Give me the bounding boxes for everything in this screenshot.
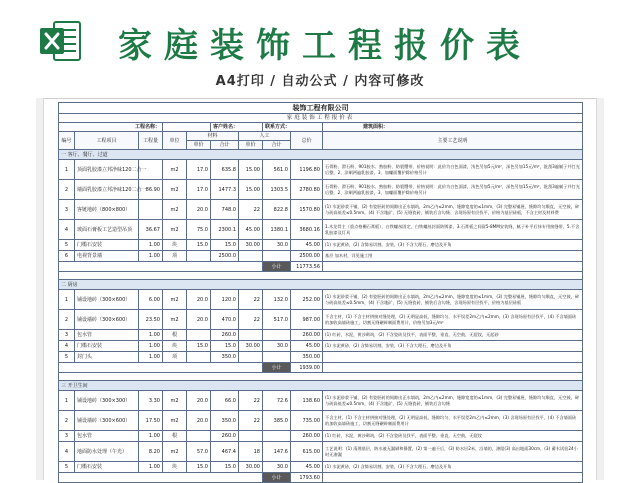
process-description-cell[interactable]: (1) 水泥砂浆干铺，(2) 有瓷胚砖的间隙出正水填筑，2m乙内≤2mm，缝隙宽度的≤1mm，(3) 完整易铺展，缝隙均匀顺直，无空鼓，碎与砖高低差≤0.5mm，(4) 不含地矿，(5) 无缝瓷砖，铺装后含勾缝 — [323, 391, 583, 411]
row-number[interactable]: 5 — [59, 462, 75, 473]
header-material: 材料 — [187, 132, 239, 141]
material-total-cell[interactable]: 350.0 — [211, 352, 239, 363]
quantity-cell[interactable]: 1.00 — [139, 462, 163, 473]
section-header-row — [59, 150, 583, 160]
page-subtitle: A4打印 / 自动公式 / 内容可修改 — [215, 74, 425, 89]
table-row — [59, 290, 583, 310]
labor-total-cell[interactable]: 30.0 — [263, 341, 291, 352]
labor-total-cell[interactable]: 822.8 — [263, 200, 291, 220]
quantity-cell[interactable]: 3.30 — [139, 391, 163, 411]
labor-unit-price-cell[interactable]: 22 — [239, 200, 263, 220]
unit-cell[interactable]: m2 — [163, 290, 187, 310]
section-spacer — [59, 272, 583, 280]
labor-total-cell[interactable]: 517.0 — [263, 310, 291, 330]
area-label: 建筑面积： — [323, 123, 583, 132]
unit-cell[interactable]: 项 — [163, 352, 187, 363]
item-name[interactable]: 包水管 — [75, 431, 139, 442]
process-description-cell[interactable]: 石膏粉、滑石粉、901胶水、熟胶粉、防裂绷带，价格说明：此价为白色面漆，浅色另加5元/m²，深色另加15元/m²，批刮3遍腻子并打光后整，2、涂刷两遍乳胶漆，3、加螺面覆护除价格另计 — [323, 180, 583, 200]
subtotal-row — [59, 473, 583, 483]
section-title: 二 厨房 — [59, 280, 583, 290]
labor-total-cell[interactable]: 30.0 — [263, 462, 291, 473]
material-unit-price-cell[interactable]: 75.0 — [187, 220, 211, 240]
section-title: 一 客厅、餐厅、过道 — [59, 150, 583, 160]
header-labor-total: 合计 — [263, 141, 291, 150]
table-row — [59, 352, 583, 363]
unit-cell[interactable]: 根 — [163, 431, 187, 442]
process-description-cell[interactable]: (1) 水泥黄砂，(2) 含简易切割，安装，(3) 不含大理石，磨边及开角 — [323, 341, 583, 352]
labor-total-cell[interactable]: 561.0 — [263, 160, 291, 180]
total-price-cell[interactable]: 252.00 — [291, 290, 323, 310]
header-qty: 工程量 — [139, 132, 163, 150]
quantity-cell[interactable]: 1.00 — [139, 341, 163, 352]
quantity-cell[interactable]: 17.50 — [139, 411, 163, 431]
header-labor-unit-price: 单价 — [239, 141, 263, 150]
process-description-cell[interactable]: (1) 红砖，水泥，黄沙砌筑，(2) 不含瓷砖及找平，表面平整，垂直，无空鼓，无裂纹 — [323, 431, 583, 442]
table-row — [59, 310, 583, 330]
header-desc: 主要工艺说明 — [323, 132, 583, 150]
material-total-cell[interactable]: 1477.3 — [211, 180, 239, 200]
item-name[interactable]: 铺设墙砖（300×600） — [75, 411, 139, 431]
table-row — [59, 180, 583, 200]
process-description-cell[interactable]: 工艺说明：(1) 清理基层，防水液无漏刷和静置，(2) 第一遍干后，(3) 防水层2米，沿墙的，渗阻(3) 高出地面30cm，(3) 蓄水试验24小时无渗漏 — [323, 442, 583, 462]
total-price-cell[interactable]: 2500.00 — [291, 251, 323, 262]
unit-cell[interactable]: m2 — [163, 391, 187, 411]
total-price-cell[interactable]: 1196.80 — [291, 160, 323, 180]
labor-unit-price-cell[interactable]: 15.00 — [239, 180, 263, 200]
unit-cell[interactable]: 块 — [163, 462, 187, 473]
project-name-label: 工程名称： — [59, 123, 163, 132]
process-description-cell[interactable]: 石膏粉、滑石粉、901胶水、熟胶粉、防裂绷带，价格说明：此价为白色面漆，浅色另加5元/m²，深色另加15元/m²，批刮3遍腻子并打光后整，2、涂刷两遍乳胶漆，3、加螺面覆护除价格另计 — [323, 160, 583, 180]
project-name-field[interactable] — [163, 123, 211, 132]
labor-unit-price-cell[interactable] — [239, 431, 263, 442]
header-unit: 单位 — [163, 132, 187, 150]
subtotal-spacer — [59, 262, 263, 272]
row-number[interactable]: 3 — [59, 200, 75, 220]
subtotal-spacer — [59, 473, 263, 483]
quantity-cell[interactable]: 86.90 — [139, 180, 163, 200]
total-price-cell[interactable]: 735.00 — [291, 411, 323, 431]
quantity-cell[interactable]: 23.50 — [139, 310, 163, 330]
total-price-cell[interactable]: 260.00 — [291, 431, 323, 442]
total-price-cell[interactable]: 138.60 — [291, 391, 323, 411]
material-unit-price-cell[interactable]: 17.0 — [187, 160, 211, 180]
spacer-cell — [59, 373, 583, 381]
labor-total-cell[interactable]: 72.6 — [263, 391, 291, 411]
quantity-cell[interactable]: 1.00 — [139, 240, 163, 251]
labor-total-cell[interactable]: 147.6 — [263, 442, 291, 462]
row-number[interactable]: 1 — [59, 290, 75, 310]
material-unit-price-cell[interactable]: 15.0 — [187, 341, 211, 352]
material-total-cell[interactable]: 467.4 — [211, 442, 239, 462]
labor-unit-price-cell[interactable]: 30.00 — [239, 240, 263, 251]
row-number[interactable]: 4 — [59, 442, 75, 462]
table-row — [59, 160, 583, 180]
page-margin-right — [596, 98, 604, 480]
row-number[interactable]: 3 — [59, 431, 75, 442]
section-header-row — [59, 381, 583, 391]
row-number[interactable]: 3 — [59, 330, 75, 341]
client-name-label: 客户姓名： — [211, 123, 263, 132]
total-price-cell[interactable]: 1570.80 — [291, 200, 323, 220]
quantity-cell[interactable]: 8.20 — [139, 442, 163, 462]
material-total-cell[interactable]: 66.0 — [211, 391, 239, 411]
header-material-total: 合计 — [211, 141, 239, 150]
labor-total-cell[interactable]: 385.0 — [263, 411, 291, 431]
labor-total-cell[interactable] — [263, 251, 291, 262]
material-unit-price-cell[interactable]: 57.0 — [187, 442, 211, 462]
labor-unit-price-cell[interactable]: 18 — [239, 442, 263, 462]
material-total-cell[interactable]: 15.0 — [211, 240, 239, 251]
total-price-cell[interactable]: 615.00 — [291, 442, 323, 462]
item-name[interactable]: 门槛石安装 — [75, 341, 139, 352]
row-number[interactable]: 1 — [59, 391, 75, 411]
subtotal-note — [323, 473, 583, 483]
header-labor: 人工 — [239, 132, 291, 141]
material-unit-price-cell[interactable]: 20.0 — [187, 411, 211, 431]
table-row — [59, 462, 583, 473]
material-total-cell[interactable]: 15.0 — [211, 462, 239, 473]
process-description-cell[interactable]: 不含主材，(1) 不含主材拼接对缝处理，(2) 无明显高低，缝隙均匀，水平误差2m乙内≤2mm，(3) 含现场原有层找平，(4) 不含墙面砖的加收高墙砖施工，切割无缝碾碎制面费用计，价格另加3元/m² — [323, 310, 583, 330]
item-name[interactable]: 铺设地砖（300×300） — [75, 391, 139, 411]
table-row — [59, 431, 583, 442]
table-row — [59, 330, 583, 341]
labor-total-cell[interactable]: 1380.1 — [263, 220, 291, 240]
labor-total-cell[interactable]: 1303.5 — [263, 180, 291, 200]
total-price-cell[interactable]: 350.00 — [291, 352, 323, 363]
total-price-cell[interactable]: 3680.16 — [291, 220, 323, 240]
section-header-row — [59, 280, 583, 290]
labor-unit-price-cell[interactable]: 15.00 — [239, 160, 263, 180]
item-name[interactable]: 电视背景墙 — [75, 251, 139, 262]
unit-cell[interactable]: 块 — [163, 240, 187, 251]
row-number[interactable]: 5 — [59, 352, 75, 363]
unit-cell[interactable]: m2 — [163, 180, 187, 200]
labor-unit-price-cell[interactable]: 30.00 — [239, 462, 263, 473]
material-unit-price-cell[interactable] — [187, 352, 211, 363]
quote-table — [58, 102, 583, 483]
material-total-cell[interactable]: 2500.0 — [211, 251, 239, 262]
labor-unit-price-cell[interactable]: 30.00 — [239, 341, 263, 352]
table-row — [59, 220, 583, 240]
company-name: 装饰工程有限公司 — [59, 103, 583, 114]
row-number[interactable]: 2 — [59, 180, 75, 200]
material-unit-price-cell[interactable]: 15.0 — [187, 240, 211, 251]
labor-unit-price-cell[interactable] — [239, 251, 263, 262]
material-total-cell[interactable]: 260.0 — [211, 431, 239, 442]
quantity-cell[interactable] — [139, 200, 163, 220]
subtotal-spacer — [59, 363, 263, 373]
row-number[interactable]: 4 — [59, 341, 75, 352]
material-unit-price-cell[interactable]: 15.0 — [187, 462, 211, 473]
unit-cell[interactable]: 块 — [163, 341, 187, 352]
subtotal-value[interactable]: 11773.56 — [291, 262, 323, 272]
quantity-cell[interactable]: 1.00 — [139, 251, 163, 262]
item-name[interactable]: 地面防水处理（午光） — [75, 442, 139, 462]
labor-total-cell[interactable] — [263, 330, 291, 341]
item-name[interactable]: 包水管 — [75, 330, 139, 341]
unit-cell[interactable]: 根 — [163, 330, 187, 341]
total-price-cell[interactable]: 45.00 — [291, 341, 323, 352]
process-description-cell[interactable]: (1) 水泥黄砂，(2) 含简易切割，安装，(3) 不含大理石，磨边及开角 — [323, 462, 583, 473]
quantity-cell[interactable]: 1.00 — [139, 352, 163, 363]
item-name[interactable]: 门槛石安装 — [75, 462, 139, 473]
material-unit-price-cell[interactable]: 20.0 — [187, 290, 211, 310]
labor-total-cell[interactable] — [263, 352, 291, 363]
excel-icon — [38, 18, 82, 64]
table-row — [59, 251, 583, 262]
material-total-cell[interactable]: 15.0 — [211, 341, 239, 352]
labor-unit-price-cell[interactable] — [239, 352, 263, 363]
subtotal-row — [59, 262, 583, 272]
item-name[interactable]: 客链地砖（800×800） — [75, 200, 139, 220]
item-name[interactable]: 墙面乳胶漆立邦净味120二合一 — [75, 180, 139, 200]
header-sum: 总价 — [291, 132, 323, 150]
item-name[interactable]: 玻面石膏板工艺造型吊顶 — [75, 220, 139, 240]
labor-total-cell[interactable] — [263, 431, 291, 442]
material-total-cell[interactable]: 748.0 — [211, 200, 239, 220]
labor-unit-price-cell[interactable]: 22 — [239, 310, 263, 330]
row-number[interactable]: 5 — [59, 240, 75, 251]
unit-cell[interactable]: m2 — [163, 220, 187, 240]
process-description-cell[interactable]: (1) 水泥砂浆干铺，(2) 有瓷胚砖的间隙出正水填筑，2m乙内≤2mm，缝隙宽度的≤1mm，(3) 完整易铺展，缝隙均匀顺直，无空鼓，碎与砖高低差≤0.5mm，(4) 不含地矿，(5) 无缝瓷砖，铺装后含勾缝、含现场原有层找平，价格为基层砖板，不含主材及材料费 — [323, 200, 583, 220]
process-description-cell[interactable]: (1) 水泥黄砂，(2) 含简易切割，安装，(3) 不含大理石，磨边及开角 — [323, 240, 583, 251]
banner — [0, 0, 640, 96]
quantity-cell[interactable]: 6.00 — [139, 290, 163, 310]
material-unit-price-cell[interactable] — [187, 251, 211, 262]
labor-unit-price-cell[interactable]: 22 — [239, 290, 263, 310]
material-total-cell[interactable]: 470.0 — [211, 310, 239, 330]
labor-unit-price-cell[interactable]: 45.00 — [239, 220, 263, 240]
header-no: 编号 — [59, 132, 75, 150]
process-description-cell[interactable]: 1.木龙骨主（重点格栅石膏板），白铁螺丝固定，白铁螺丝封面防锈漆，3.石膏板之间留5-8MM安装缝，腻子补平后抹专用接缝带，5.不含乳胶漆及灯具 — [323, 220, 583, 240]
labor-unit-price-cell[interactable]: 22 — [239, 411, 263, 431]
unit-cell[interactable]: m2 — [163, 200, 187, 220]
form-title: 家庭装饰工程报价表 — [59, 114, 583, 123]
header-item: 工程项目 — [75, 132, 139, 150]
page-title: 家庭装饰工程报价表 — [118, 26, 532, 66]
item-name[interactable]: 铺设墙砖（300×600） — [75, 310, 139, 330]
section-title: 三 开卫生间 — [59, 381, 583, 391]
table-row — [59, 240, 583, 251]
process-description-cell[interactable]: 不含主材，(1) 不含主材拼接对缝处理，(2) 无明显高低，缝隙均匀，水平误差2m乙内≤2mm，(3) 含现场原有层找平，(4) 不含墙面砖的加收高墙砖施工，切割无缝碾碎制面费用计 — [323, 411, 583, 431]
material-total-cell[interactable]: 2300.1 — [211, 220, 239, 240]
material-total-cell[interactable]: 260.0 — [211, 330, 239, 341]
total-price-cell[interactable]: 45.00 — [291, 462, 323, 473]
item-name[interactable]: 门槛石安装 — [75, 240, 139, 251]
unit-cell[interactable]: 项 — [163, 251, 187, 262]
subtotal-row — [59, 363, 583, 373]
material-unit-price-cell[interactable]: 17.0 — [187, 180, 211, 200]
material-total-cell[interactable]: 120.0 — [211, 290, 239, 310]
process-description-cell[interactable]: (1) 红砖，水泥，黄沙砌筑，(2) 不含瓷砖及找平，表面平整，垂直，无空鼓，无裂纹，无起砂 — [323, 330, 583, 341]
quantity-cell[interactable]: 36.67 — [139, 220, 163, 240]
table-row — [59, 341, 583, 352]
total-price-cell[interactable]: 2780.80 — [291, 180, 323, 200]
row-number[interactable]: 2 — [59, 310, 75, 330]
subtotal-value[interactable]: 1939.00 — [291, 363, 323, 373]
item-name[interactable]: 封门头 — [75, 352, 139, 363]
total-price-cell[interactable]: 987.00 — [291, 310, 323, 330]
labor-unit-price-cell[interactable] — [239, 330, 263, 341]
subtotal-value[interactable]: 1793.60 — [291, 473, 323, 483]
unit-cell[interactable]: m2 — [163, 160, 187, 180]
row-number[interactable]: 1 — [59, 160, 75, 180]
spacer-cell — [59, 272, 583, 280]
page-margin-left — [36, 98, 44, 480]
row-number[interactable]: 4 — [59, 220, 75, 240]
material-unit-price-cell[interactable] — [187, 431, 211, 442]
table-row — [59, 391, 583, 411]
table-row — [59, 442, 583, 462]
material-unit-price-cell[interactable] — [187, 330, 211, 341]
labor-total-cell[interactable]: 132.0 — [263, 290, 291, 310]
labor-unit-price-cell[interactable]: 22 — [239, 391, 263, 411]
row-number[interactable]: 6 — [59, 251, 75, 262]
subtotal-note — [323, 262, 583, 272]
item-name[interactable]: 顶面乳胶漆立邦净味120二合一 — [75, 160, 139, 180]
subtotal-label: 小计 — [263, 262, 291, 272]
subtotal-label: 小计 — [263, 363, 291, 373]
material-unit-price-cell[interactable]: 20.0 — [187, 310, 211, 330]
section-spacer — [59, 373, 583, 381]
process-description-cell[interactable]: (1) 水泥砂浆干铺，(2) 有瓷胚砖的间隙出正水填筑，2m乙内≤2mm，缝隙宽度的≤1mm，(3) 完整易铺展，缝隙均匀顺直，无空鼓，碎与砖高低差≤0.5mm，(4) 不含地矿，(5) 无缝瓷砖，铺装后含勾缝，含现场原有层找平，价格为基层砖板 — [323, 290, 583, 310]
item-name[interactable]: 铺设地砖（300×600） — [75, 290, 139, 310]
material-total-cell[interactable]: 350.0 — [211, 411, 239, 431]
total-price-cell[interactable]: 45.00 — [291, 240, 323, 251]
table-row — [59, 411, 583, 431]
material-unit-price-cell[interactable]: 20.0 — [187, 391, 211, 411]
material-unit-price-cell[interactable]: 20.0 — [187, 200, 211, 220]
subtotal-label: 小计 — [263, 473, 291, 483]
quantity-cell[interactable]: 1.00 — [139, 330, 163, 341]
process-description-cell[interactable]: 基层 加木材，详见施工图 — [323, 251, 583, 262]
row-number[interactable]: 2 — [59, 411, 75, 431]
header-material-unit-price: 单价 — [187, 141, 211, 150]
material-total-cell[interactable]: 635.8 — [211, 160, 239, 180]
unit-cell[interactable]: m2 — [163, 442, 187, 462]
process-description-cell[interactable] — [323, 352, 583, 363]
total-price-cell[interactable]: 260.00 — [291, 330, 323, 341]
subtotal-note — [323, 363, 583, 373]
quantity-cell[interactable]: 1.00 — [139, 431, 163, 442]
unit-cell[interactable]: m2 — [163, 310, 187, 330]
table-row — [59, 200, 583, 220]
labor-total-cell[interactable]: 30.0 — [263, 240, 291, 251]
phone-label: 联系方式： — [263, 123, 323, 132]
unit-cell[interactable]: m2 — [163, 411, 187, 431]
